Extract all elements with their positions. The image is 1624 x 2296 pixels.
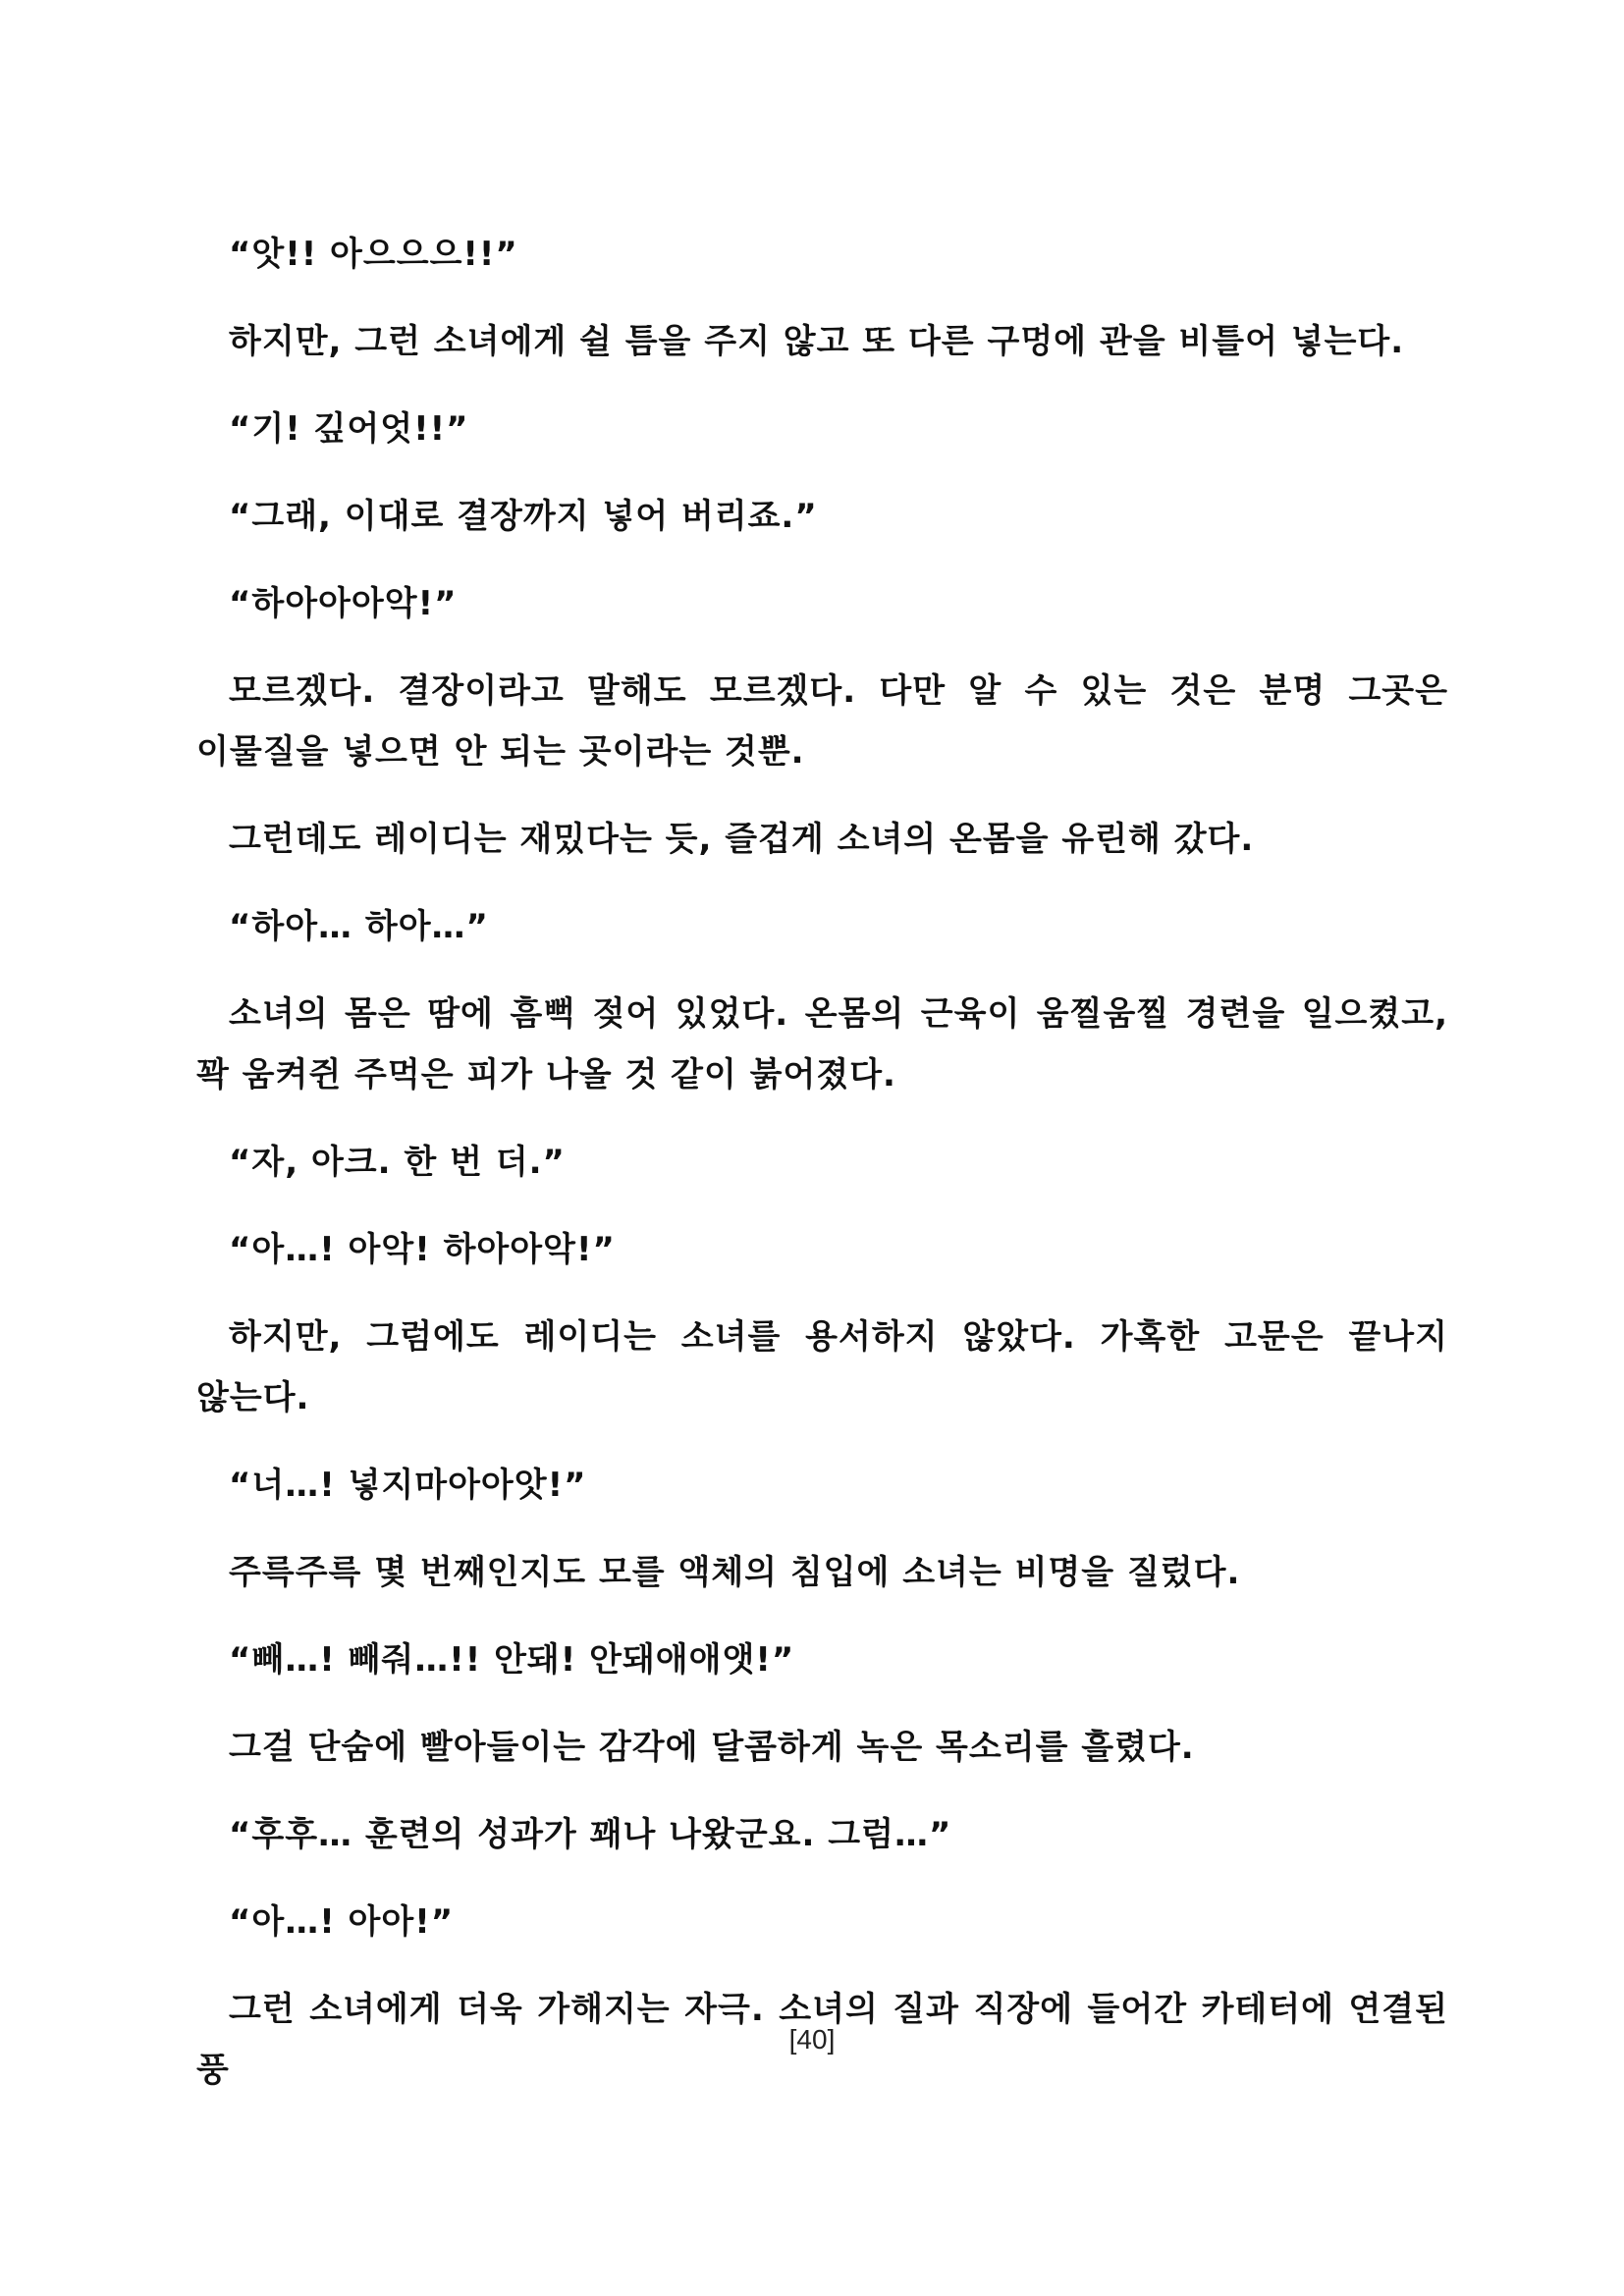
paragraph: 그걸 단숨에 빨아들이는 감각에 달콤하게 녹은 목소리를 흘렸다. [229, 1728, 1195, 1767]
paragraph: 하지만, 그런 소녀에게 쉴 틈을 주지 않고 또 다른 구멍에 관을 비틀어 넣는다. [229, 322, 1405, 361]
paragraph: “자, 아크. 한 번 더.” [229, 1143, 566, 1182]
paragraph: 소녀의 몸은 땀에 흠뻑 젖어 있었다. 온몸의 근육이 움찔움찔 경련을 일으켰고, 꽉 움켜쥔 주먹은 피가 나올 것 같이 붉어졌다. [196, 994, 1448, 1095]
paragraph: “아…! 아아!” [229, 1902, 455, 1942]
page-body [196, 224, 1448, 2127]
paragraph: 주륵주륵 몇 번째인지도 모를 액체의 침입에 소녀는 비명을 질렀다. [229, 1553, 1241, 1592]
paragraph: 모르겠다. 결장이라고 말해도 모르겠다. 다만 알 수 있는 것은 분명 그곳은 이물질을 넣으면 안 되는 곳이라는 것뿐. [196, 671, 1448, 772]
paragraph: “기! 깊어엇!!” [229, 409, 469, 449]
paragraph: “하아아아악!” [229, 584, 458, 623]
paragraph: “너…! 넣지마아아앗!” [229, 1466, 587, 1505]
paragraph: “그래, 이대로 결장까지 넣어 버리죠.” [229, 497, 818, 536]
paragraph: “아…! 아악! 하아아악!” [229, 1230, 616, 1269]
paragraph: 그런데도 레이디는 재밌다는 듯, 즐겁게 소녀의 온몸을 유린해 갔다. [229, 820, 1255, 859]
paragraph: “앗!! 아으으으!!” [229, 235, 518, 274]
page-number: [40] [788, 2024, 836, 2055]
paragraph: 하지만, 그럼에도 레이디는 소녀를 용서하지 않았다. 가혹한 고문은 끝나지 않는다. [196, 1317, 1448, 1417]
paragraph: “후후… 훈련의 성과가 꽤나 나왔군요. 그럼…” [229, 1815, 952, 1854]
paragraph: 그런 소녀에게 더욱 가해지는 자극. 소녀의 질과 직장에 들어간 카테터에 연결된 풍 [196, 1990, 1448, 2090]
paragraph: “빼…! 빼줘…!! 안돼! 안돼애애앳!” [229, 1640, 795, 1680]
paragraph: “하아… 하아…” [229, 907, 489, 946]
